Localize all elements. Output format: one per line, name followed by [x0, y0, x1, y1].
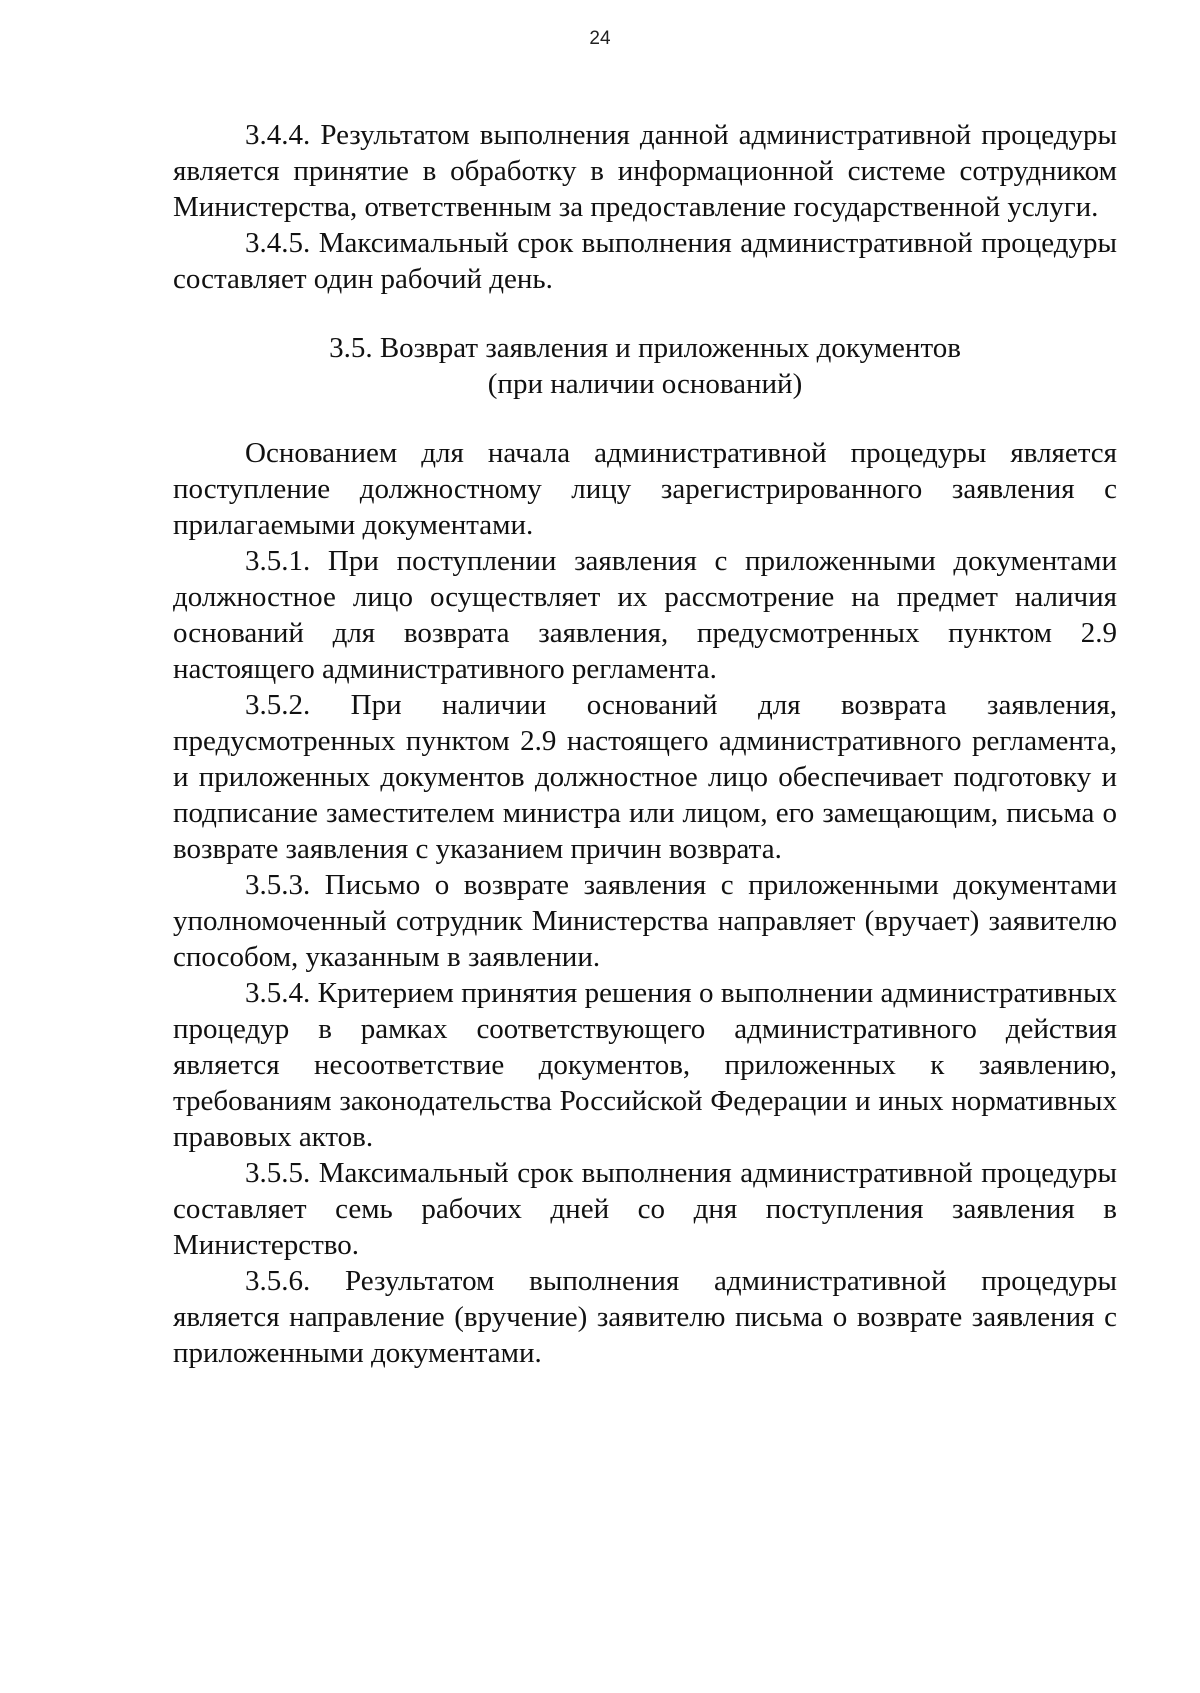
- paragraph-3-5-6: 3.5.6. Результатом выполнения административной процедуры является направление (вручение) заявителю письма о возврате заявления с приложенными документами.: [173, 1265, 1117, 1369]
- paragraph-3-5-2: 3.5.2. При наличии оснований для возврата заявления, предусмотренных пунктом 2.9 настоящего административного регламента, и приложенных документов должностное лицо обеспечивает подготовку и подписание заместителем министра или лицом, его замещающим, письма о возврате заявления с указанием причин возврата.: [173, 689, 1117, 865]
- page-number: 24: [589, 28, 611, 49]
- paragraph-3-5-3: 3.5.3. Письмо о возврате заявления с приложенными документами уполномоченный сотрудник Министерства направляет (вручает) заявителю способом, указанным в заявлении.: [173, 869, 1117, 973]
- section-heading-subtitle: (при наличии оснований): [487, 368, 803, 400]
- paragraph-3-4-5: 3.4.5. Максимальный срок выполнения административной процедуры составляет один рабочий день.: [173, 227, 1117, 295]
- paragraph-3-5-1: 3.5.1. При поступлении заявления с приложенными документами должностное лицо осуществляет их рассмотрение на предмет наличия оснований для возврата заявления, предусмотренных пунктом 2.9 настоящего административного регламента.: [173, 545, 1117, 685]
- section-heading-3-5: [173, 330, 1117, 402]
- section-heading-title: 3.5. Возврат заявления и приложенных документов: [329, 332, 961, 364]
- paragraph-3-5-intro: Основанием для начала административной процедуры является поступление должностному лицу зарегистрированного заявления с прилагаемыми документами.: [173, 437, 1117, 541]
- paragraph-3-5-4: 3.5.4. Критерием принятия решения о выполнении административных процедур в рамках соответствующего административного действия является несоответствие документов, приложенных к заявлению, требованиям законодательства Российской Федерации и иных нормативных правовых актов.: [173, 977, 1117, 1153]
- page-content: [173, 117, 1117, 1371]
- paragraph-3-4-4: 3.4.4. Результатом выполнения данной административной процедуры является принятие в обработку в информационной системе сотрудником Министерства, ответственным за предоставление государственной услуги.: [173, 119, 1117, 223]
- paragraph-3-5-5: 3.5.5. Максимальный срок выполнения административной процедуры составляет семь рабочих дней со дня поступления заявления в Министерство.: [173, 1157, 1117, 1261]
